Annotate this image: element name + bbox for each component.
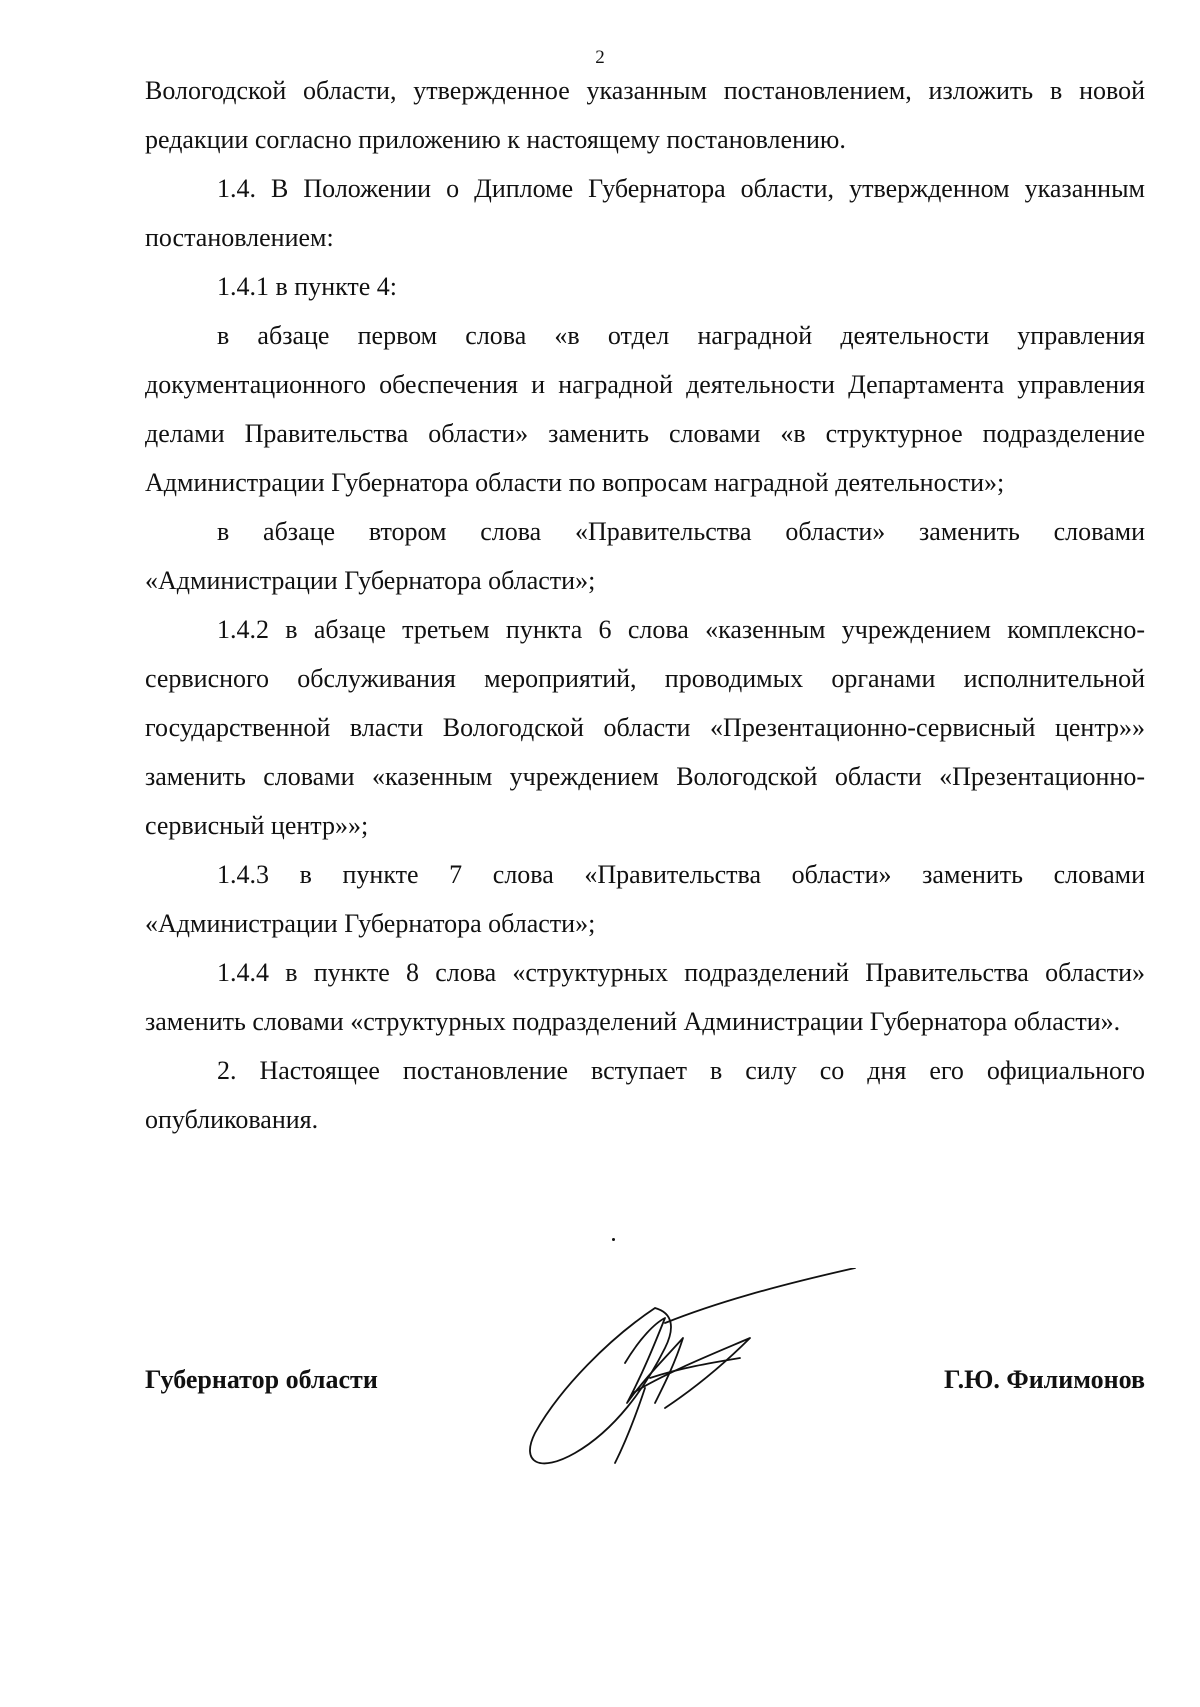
paragraph-1-4: 1.4. В Положении о Дипломе Губернатора области, утвержденном указанным постановлением: — [145, 174, 1145, 252]
paragraph-1-4-2: 1.4.2 в абзаце третьем пункта 6 слова «казенным учреждением комплексно-сервисного обслуживания мероприятий, проводимых органами исполнительной государственной власти Вологодской области «Презентационно-сервисный центр»» заменить словами «казенным учреждением Вологодской области «Презентационно-сервисный центр»»; — [145, 615, 1145, 840]
scan-dot — [612, 1238, 615, 1241]
signatory-position: Губернатор области — [145, 1365, 378, 1394]
paragraph-1-4-4: 1.4.4 в пункте 8 слова «структурных подразделений Правительства области» заменить словами «структурных подразделений Администрации Губернатора области». — [145, 958, 1145, 1036]
document-body — [145, 66, 1145, 1144]
paragraph-2-entry-into-force: 2. Настоящее постановление вступает в силу со дня его официального опубликования. — [145, 1056, 1145, 1134]
paragraph-first-abzac: в абзаце первом слова «в отдел наградной деятельности управления документационного обеспечения и наградной деятельности Департамента управления делами Правительства области» заменить словами «в структурное подразделение Администрации Губернатора области по вопросам наградной деятельности»; — [145, 321, 1145, 497]
paragraph-1-4-3: 1.4.3 в пункте 7 слова «Правительства области» заменить словами «Администрации Губернатора области»; — [145, 860, 1145, 938]
page-number: 2 — [595, 47, 605, 68]
signature-block — [145, 1360, 1145, 1400]
paragraph-1-4-1: 1.4.1 в пункте 4: — [217, 272, 398, 301]
paragraph-continuation: Вологодской области, утвержденное указанным постановлением, изложить в новой редакции согласно приложению к настоящему постановлению. — [145, 76, 1145, 154]
paragraph-second-abzac: в абзаце втором слова «Правительства области» заменить словами «Администрации Губернатора области»; — [145, 517, 1145, 595]
signatory-name: Г.Ю. Филимонов — [943, 1365, 1145, 1394]
